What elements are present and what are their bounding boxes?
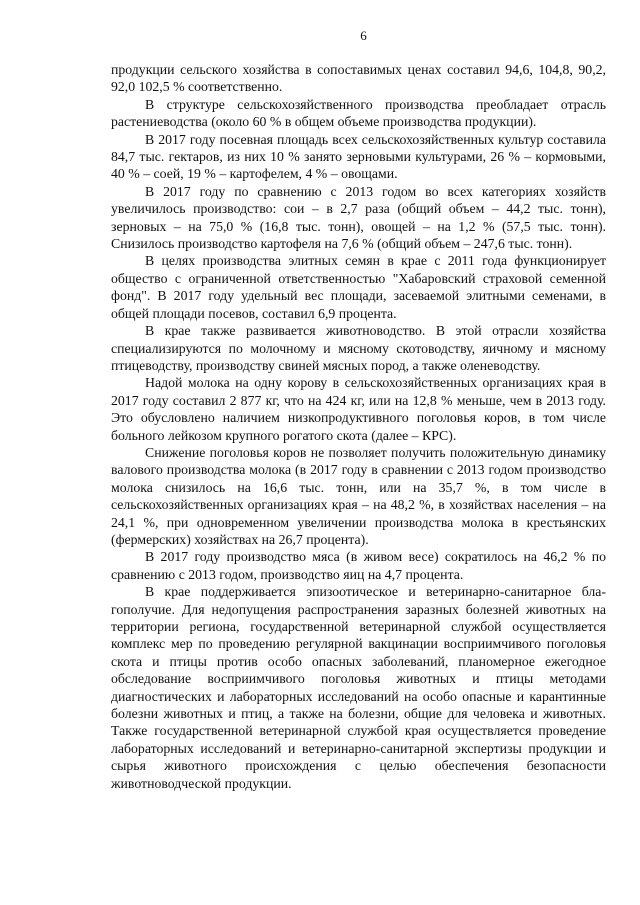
paragraph-sown-area: В 2017 году посевная площадь всех сельскохозяйственных культур составила 84,7 тыс. гектаров, из них 10 % занято зерновыми культурами, 26 % – кормовыми, 40 % – соей, 19 % – картофелем, 4 % – овощами. xyxy=(111,131,606,182)
paragraph-milk-yield: Надой молока на одну корову в сельскохозяйственных организациях края в 2017 году составил 2 877 кг, что на 424 кг, или на 12,8 % меньше, чем в 2013 году. Это обусловлено наличием низкопродуктивного поголовья коров, в том числе больного лейкозом крупного рогатого скота (далее – КРС). xyxy=(111,375,606,443)
paragraph-veterinary: В крае поддерживается эпизоотическое и ветеринарно-санитарное благополучие. Для недопущения распространения заразных болезней животных на территории региона, государственной ветеринарной службой осуществляется комплекс мер по проведению регулярной вакцинации восприимчивого поголовья скота и птицы против особо опасных заболеваний, планомерное ежегодное обследование восприимчивого поголовья животных и птицы методами диагностических и лабораторных исследований на особо опасные и карантинные болезни животных и птиц, а также на болезни, общие для человека и животных. Также государственной ветеринарной службой края осуществляется проведение лабораторных исследований и ветеринарно-санитарной экспертизы продукции и сырья животного происхождения с целью обеспечения безопасности животноводческой продукции. xyxy=(111,584,606,791)
body-text xyxy=(111,61,606,792)
paragraph-crop-structure: В структуре сельскохозяйственного производства преобладает отрасль растениеводства (около 60 % в общем объеме производства продукции). xyxy=(111,96,606,130)
paragraph-production-growth: В 2017 году по сравнению с 2013 годом во всех категориях хозяйств увеличилось производство: сои – в 2,7 раза (общий объем – 44,2 тыс. тонн), зерновых – на 75,0 % (16,8 тыс. тонн), овощей – на 1,2 % (57,5 тыс. тонн). Снизилось производство картофеля на 7,6 % (общий объем – 247,6 тыс. тонн). xyxy=(111,183,606,252)
paragraph-livestock: В крае также развивается животноводство. В этой отрасли хозяйства специализируются по молочному и мясному скотоводству, яичному и мясному птицеводству, производству свиней мясных пород, а также оленеводству. xyxy=(111,323,606,373)
paragraph-continuation: продукции сельского хозяйства в сопоставимых ценах составил 94,6, 104,8, 90,2, 92,0 102,5 % соответственно. xyxy=(111,62,606,95)
paragraph-milk-production: Снижение поголовья коров не позволяет получить положительную динамику валового производства молока (в 2017 году в сравнении с 2013 годом производство молока снизилось на 16,6 тыс. тонн, или на 35,7 %, в том числе в сельскохозяйственных организациях края – на 48,2 %, в хозяйствах населения – на 24,1 %, при одновременном увеличении производства молока в крестьянских (фермерских) хозяйствах на 26,7 процента). xyxy=(111,444,606,547)
page-number: 6 xyxy=(360,28,367,43)
paragraph-elite-seeds: В целях производства элитных семян в крае с 2011 года функционирует общество с ограниченной ответственностью "Хабаровский страховой семенной фонд". В 2017 году удельный вес площади, засеваемой элитными семенами, в общей площади посевов, составил 6,9 процента. xyxy=(111,253,606,321)
paragraph-meat-eggs: В 2017 году производство мяса (в живом весе) сократилось на 46,2 % по сравнению с 2013 годом, производство яиц на 4,7 процента. xyxy=(111,549,606,582)
